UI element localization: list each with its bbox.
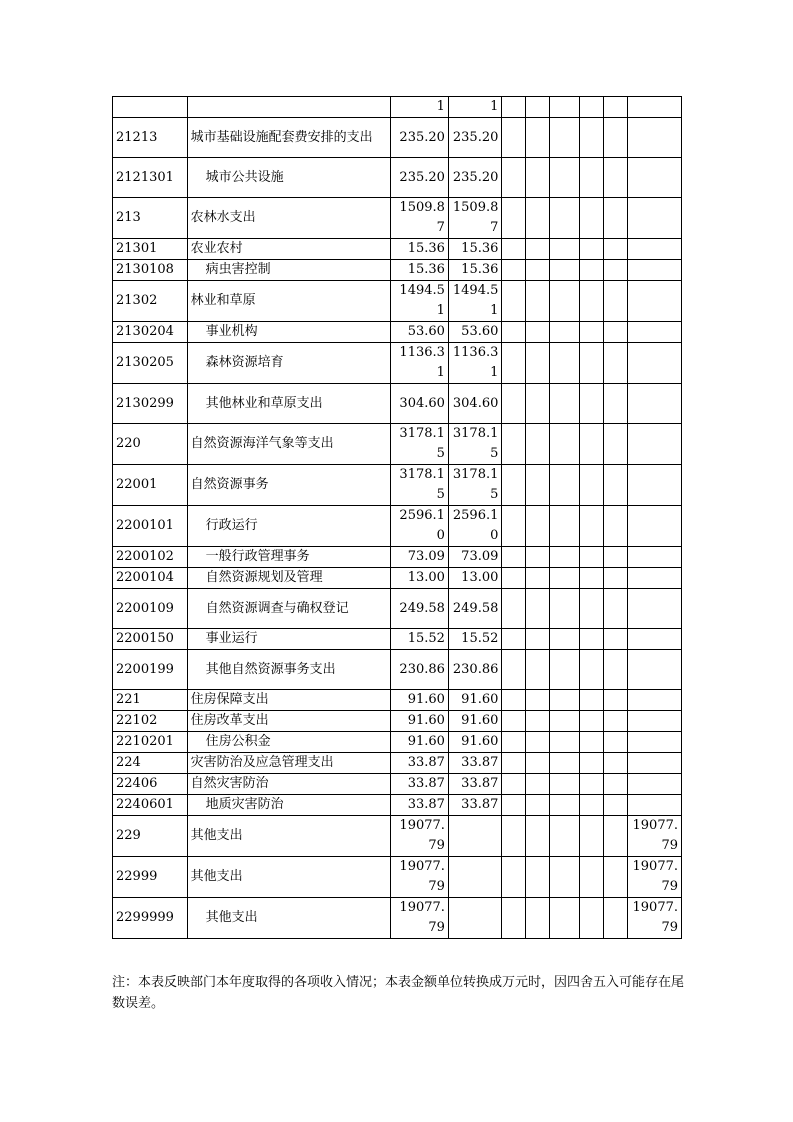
cell-empty xyxy=(549,568,579,589)
cell-empty xyxy=(580,774,604,795)
cell-empty xyxy=(502,158,525,198)
table-row xyxy=(113,424,682,465)
cell-general-budget: 91.60 xyxy=(448,690,501,711)
cell-general-budget: 15.36 xyxy=(448,239,501,260)
cell-empty xyxy=(525,857,549,898)
cell-empty xyxy=(549,239,579,260)
cell-empty xyxy=(604,506,628,547)
cell-empty xyxy=(502,629,525,650)
cell-code: 2200109 xyxy=(113,589,188,629)
cell-empty xyxy=(549,424,579,465)
cell-empty xyxy=(525,774,549,795)
cell-empty xyxy=(525,506,549,547)
cell-empty xyxy=(502,384,525,424)
cell-name: 其他自然资源事务支出 xyxy=(187,650,391,690)
cell-empty xyxy=(525,547,549,568)
cell-empty xyxy=(580,857,604,898)
cell-general-budget: 91.60 xyxy=(448,711,501,732)
cell-empty xyxy=(549,343,579,384)
cell-name: 住房保障支出 xyxy=(187,690,391,711)
table-row xyxy=(113,547,682,568)
cell-empty xyxy=(549,753,579,774)
cell-general-budget: 304.60 xyxy=(448,384,501,424)
cell-empty xyxy=(580,898,604,939)
cell-general-budget: 53.60 xyxy=(448,322,501,343)
cell-other-income xyxy=(628,97,682,118)
cell-other-income xyxy=(628,465,682,506)
cell-name: 住房改革支出 xyxy=(187,711,391,732)
cell-empty xyxy=(604,322,628,343)
cell-code: 2210201 xyxy=(113,732,188,753)
cell-general-budget: 249.58 xyxy=(448,589,501,629)
table-row xyxy=(113,239,682,260)
table-row xyxy=(113,795,682,816)
cell-empty xyxy=(604,650,628,690)
cell-empty xyxy=(604,629,628,650)
cell-code: 2200199 xyxy=(113,650,188,690)
table-row xyxy=(113,198,682,239)
cell-empty xyxy=(580,424,604,465)
cell-other-income xyxy=(628,384,682,424)
cell-name: 自然资源调查与确权登记 xyxy=(187,589,391,629)
cell-other-income xyxy=(628,650,682,690)
cell-empty xyxy=(549,158,579,198)
cell-empty xyxy=(502,281,525,322)
cell-general-budget: 3178.15 xyxy=(448,465,501,506)
cell-empty xyxy=(580,795,604,816)
cell-empty xyxy=(580,711,604,732)
cell-name: 行政运行 xyxy=(187,506,391,547)
table-row xyxy=(113,774,682,795)
cell-empty xyxy=(525,281,549,322)
cell-empty xyxy=(549,629,579,650)
cell-general-budget: 3178.15 xyxy=(448,424,501,465)
cell-empty xyxy=(502,589,525,629)
cell-code: 21213 xyxy=(113,118,188,158)
cell-empty xyxy=(502,568,525,589)
cell-total: 33.87 xyxy=(391,774,449,795)
cell-empty xyxy=(604,753,628,774)
cell-empty xyxy=(604,97,628,118)
cell-empty xyxy=(549,816,579,857)
cell-empty xyxy=(580,650,604,690)
cell-name: 事业机构 xyxy=(187,322,391,343)
cell-empty xyxy=(549,547,579,568)
cell-other-income xyxy=(628,690,682,711)
cell-empty xyxy=(502,260,525,281)
cell-total: 1 xyxy=(391,97,449,118)
cell-empty xyxy=(580,465,604,506)
cell-empty xyxy=(604,568,628,589)
table-row xyxy=(113,753,682,774)
table-footnote: 注：本表反映部门本年度取得的各项收入情况；本表金额单位转换成万元时，因四舍五入可能存在尾数误差。 xyxy=(112,975,685,1011)
cell-empty xyxy=(502,547,525,568)
cell-empty xyxy=(604,795,628,816)
cell-total: 235.20 xyxy=(391,118,449,158)
cell-total: 1136.31 xyxy=(391,343,449,384)
cell-general-budget: 33.87 xyxy=(448,795,501,816)
cell-code: 229 xyxy=(113,816,188,857)
cell-name: 一般行政管理事务 xyxy=(187,547,391,568)
cell-name: 其他支出 xyxy=(187,816,391,857)
cell-code xyxy=(113,97,188,118)
cell-empty xyxy=(502,465,525,506)
cell-empty xyxy=(580,158,604,198)
cell-total: 230.86 xyxy=(391,650,449,690)
cell-code: 21301 xyxy=(113,239,188,260)
cell-total: 235.20 xyxy=(391,158,449,198)
cell-empty xyxy=(549,711,579,732)
cell-general-budget xyxy=(448,898,501,939)
cell-empty xyxy=(502,753,525,774)
cell-code: 2299999 xyxy=(113,898,188,939)
cell-empty xyxy=(549,650,579,690)
cell-other-income xyxy=(628,260,682,281)
income-table xyxy=(112,96,682,939)
cell-total: 19077.79 xyxy=(391,816,449,857)
cell-other-income xyxy=(628,732,682,753)
cell-name: 其他支出 xyxy=(187,857,391,898)
table-row xyxy=(113,629,682,650)
cell-empty xyxy=(502,816,525,857)
cell-empty xyxy=(525,629,549,650)
cell-code: 2200104 xyxy=(113,568,188,589)
cell-total: 15.36 xyxy=(391,239,449,260)
cell-empty xyxy=(604,816,628,857)
cell-total: 3178.15 xyxy=(391,465,449,506)
cell-empty xyxy=(604,857,628,898)
cell-empty xyxy=(525,753,549,774)
cell-empty xyxy=(549,795,579,816)
table-row xyxy=(113,465,682,506)
table-row xyxy=(113,857,682,898)
cell-code: 2130108 xyxy=(113,260,188,281)
cell-code: 2130205 xyxy=(113,343,188,384)
cell-total: 91.60 xyxy=(391,690,449,711)
cell-name: 自然资源事务 xyxy=(187,465,391,506)
cell-code: 213 xyxy=(113,198,188,239)
cell-general-budget: 33.87 xyxy=(448,753,501,774)
cell-empty xyxy=(580,281,604,322)
cell-other-income xyxy=(628,774,682,795)
cell-empty xyxy=(525,118,549,158)
cell-total: 91.60 xyxy=(391,732,449,753)
cell-empty xyxy=(549,260,579,281)
cell-other-income xyxy=(628,118,682,158)
cell-empty xyxy=(549,857,579,898)
cell-empty xyxy=(525,158,549,198)
cell-empty xyxy=(580,506,604,547)
cell-empty xyxy=(502,343,525,384)
cell-empty xyxy=(604,384,628,424)
cell-name: 森林资源培育 xyxy=(187,343,391,384)
cell-empty xyxy=(502,732,525,753)
cell-empty xyxy=(525,322,549,343)
cell-general-budget: 2596.10 xyxy=(448,506,501,547)
cell-name: 灾害防治及应急管理支出 xyxy=(187,753,391,774)
cell-other-income xyxy=(628,753,682,774)
cell-other-income xyxy=(628,343,682,384)
cell-empty xyxy=(549,97,579,118)
cell-name: 自然灾害防治 xyxy=(187,774,391,795)
cell-empty xyxy=(525,260,549,281)
cell-empty xyxy=(580,322,604,343)
cell-empty xyxy=(525,97,549,118)
cell-general-budget: 1494.51 xyxy=(448,281,501,322)
cell-code: 22999 xyxy=(113,857,188,898)
cell-empty xyxy=(604,732,628,753)
cell-total: 2596.10 xyxy=(391,506,449,547)
cell-empty xyxy=(502,650,525,690)
cell-empty xyxy=(549,898,579,939)
cell-empty xyxy=(580,343,604,384)
cell-other-income xyxy=(628,424,682,465)
cell-name: 城市公共设施 xyxy=(187,158,391,198)
cell-empty xyxy=(580,732,604,753)
cell-code: 2121301 xyxy=(113,158,188,198)
table-row xyxy=(113,898,682,939)
cell-empty xyxy=(525,795,549,816)
cell-name: 城市基础设施配套费安排的支出 xyxy=(187,118,391,158)
table-row xyxy=(113,650,682,690)
cell-general-budget: 1136.31 xyxy=(448,343,501,384)
cell-total: 3178.15 xyxy=(391,424,449,465)
cell-code: 2200101 xyxy=(113,506,188,547)
cell-empty xyxy=(580,198,604,239)
cell-code: 2240601 xyxy=(113,795,188,816)
cell-name: 农业农村 xyxy=(187,239,391,260)
cell-other-income xyxy=(628,589,682,629)
cell-empty xyxy=(604,424,628,465)
cell-empty xyxy=(525,384,549,424)
cell-empty xyxy=(580,753,604,774)
cell-general-budget: 230.86 xyxy=(448,650,501,690)
cell-code: 221 xyxy=(113,690,188,711)
cell-name: 其他林业和草原支出 xyxy=(187,384,391,424)
cell-empty xyxy=(549,690,579,711)
cell-code: 224 xyxy=(113,753,188,774)
cell-empty xyxy=(502,898,525,939)
cell-empty xyxy=(549,281,579,322)
cell-total: 73.09 xyxy=(391,547,449,568)
cell-empty xyxy=(502,857,525,898)
cell-name: 自然资源规划及管理 xyxy=(187,568,391,589)
cell-empty xyxy=(604,158,628,198)
cell-empty xyxy=(525,239,549,260)
cell-empty xyxy=(580,239,604,260)
cell-other-income xyxy=(628,795,682,816)
cell-empty xyxy=(580,260,604,281)
cell-name: 住房公积金 xyxy=(187,732,391,753)
table-row xyxy=(113,158,682,198)
cell-code: 2200150 xyxy=(113,629,188,650)
cell-empty xyxy=(549,774,579,795)
cell-empty xyxy=(502,97,525,118)
cell-empty xyxy=(580,547,604,568)
cell-general-budget xyxy=(448,816,501,857)
cell-empty xyxy=(604,898,628,939)
cell-empty xyxy=(502,795,525,816)
cell-total: 91.60 xyxy=(391,711,449,732)
cell-empty xyxy=(525,568,549,589)
cell-name: 其他支出 xyxy=(187,898,391,939)
cell-code: 2130204 xyxy=(113,322,188,343)
cell-empty xyxy=(604,690,628,711)
cell-code: 2130299 xyxy=(113,384,188,424)
table-row xyxy=(113,732,682,753)
cell-code: 22406 xyxy=(113,774,188,795)
cell-total: 19077.79 xyxy=(391,857,449,898)
cell-empty xyxy=(604,711,628,732)
cell-name: 自然资源海洋气象等支出 xyxy=(187,424,391,465)
cell-code: 22102 xyxy=(113,711,188,732)
cell-empty xyxy=(525,816,549,857)
cell-empty xyxy=(549,322,579,343)
table-row xyxy=(113,384,682,424)
cell-total: 53.60 xyxy=(391,322,449,343)
cell-empty xyxy=(549,732,579,753)
cell-empty xyxy=(549,198,579,239)
cell-other-income xyxy=(628,711,682,732)
cell-general-budget: 235.20 xyxy=(448,118,501,158)
cell-empty xyxy=(549,118,579,158)
cell-general-budget: 15.52 xyxy=(448,629,501,650)
cell-empty xyxy=(525,650,549,690)
cell-empty xyxy=(502,711,525,732)
table-row xyxy=(113,97,682,118)
cell-empty xyxy=(604,118,628,158)
cell-other-income xyxy=(628,506,682,547)
cell-empty xyxy=(580,118,604,158)
cell-empty xyxy=(580,629,604,650)
cell-empty xyxy=(502,774,525,795)
cell-total: 19077.79 xyxy=(391,898,449,939)
cell-general-budget: 15.36 xyxy=(448,260,501,281)
table-row xyxy=(113,816,682,857)
table-row xyxy=(113,711,682,732)
cell-name: 林业和草原 xyxy=(187,281,391,322)
cell-empty xyxy=(525,711,549,732)
cell-empty xyxy=(502,424,525,465)
table-row xyxy=(113,281,682,322)
cell-empty xyxy=(502,690,525,711)
cell-general-budget: 1 xyxy=(448,97,501,118)
cell-empty xyxy=(604,281,628,322)
cell-empty xyxy=(604,547,628,568)
cell-other-income xyxy=(628,239,682,260)
cell-total: 33.87 xyxy=(391,795,449,816)
cell-code: 21302 xyxy=(113,281,188,322)
cell-total: 15.36 xyxy=(391,260,449,281)
cell-empty xyxy=(604,774,628,795)
cell-empty xyxy=(549,506,579,547)
cell-empty xyxy=(525,690,549,711)
cell-empty xyxy=(580,816,604,857)
cell-empty xyxy=(580,568,604,589)
cell-code: 22001 xyxy=(113,465,188,506)
table-row xyxy=(113,568,682,589)
cell-other-income: 19077.79 xyxy=(628,816,682,857)
cell-total: 1494.51 xyxy=(391,281,449,322)
cell-empty xyxy=(549,589,579,629)
table-row xyxy=(113,589,682,629)
cell-other-income xyxy=(628,629,682,650)
cell-general-budget: 13.00 xyxy=(448,568,501,589)
cell-total: 13.00 xyxy=(391,568,449,589)
cell-general-budget: 235.20 xyxy=(448,158,501,198)
cell-name: 病虫害控制 xyxy=(187,260,391,281)
cell-general-budget: 1509.87 xyxy=(448,198,501,239)
cell-other-income xyxy=(628,198,682,239)
cell-other-income xyxy=(628,281,682,322)
cell-empty xyxy=(580,589,604,629)
cell-empty xyxy=(604,198,628,239)
cell-empty xyxy=(525,589,549,629)
cell-total: 304.60 xyxy=(391,384,449,424)
table-row xyxy=(113,260,682,281)
cell-code: 2200102 xyxy=(113,547,188,568)
cell-general-budget: 73.09 xyxy=(448,547,501,568)
cell-other-income xyxy=(628,568,682,589)
cell-empty xyxy=(549,465,579,506)
cell-general-budget: 33.87 xyxy=(448,774,501,795)
cell-empty xyxy=(604,343,628,384)
cell-empty xyxy=(525,198,549,239)
table-row xyxy=(113,322,682,343)
cell-total: 15.52 xyxy=(391,629,449,650)
cell-empty xyxy=(525,424,549,465)
cell-code: 220 xyxy=(113,424,188,465)
cell-other-income: 19077.79 xyxy=(628,857,682,898)
cell-empty xyxy=(580,690,604,711)
cell-empty xyxy=(502,198,525,239)
cell-empty xyxy=(604,239,628,260)
cell-other-income xyxy=(628,322,682,343)
cell-general-budget xyxy=(448,857,501,898)
cell-name: 地质灾害防治 xyxy=(187,795,391,816)
cell-other-income xyxy=(628,547,682,568)
cell-total: 249.58 xyxy=(391,589,449,629)
cell-empty xyxy=(502,506,525,547)
cell-empty xyxy=(502,239,525,260)
table-row xyxy=(113,506,682,547)
cell-empty xyxy=(580,384,604,424)
cell-other-income xyxy=(628,158,682,198)
table-row xyxy=(113,118,682,158)
cell-name: 事业运行 xyxy=(187,629,391,650)
cell-empty xyxy=(549,384,579,424)
cell-empty xyxy=(502,118,525,158)
cell-empty xyxy=(604,260,628,281)
cell-empty xyxy=(525,898,549,939)
table-row xyxy=(113,690,682,711)
cell-empty xyxy=(580,97,604,118)
cell-total: 33.87 xyxy=(391,753,449,774)
cell-other-income: 19077.79 xyxy=(628,898,682,939)
cell-general-budget: 91.60 xyxy=(448,732,501,753)
cell-empty xyxy=(525,343,549,384)
cell-name: 农林水支出 xyxy=(187,198,391,239)
cell-empty xyxy=(604,465,628,506)
cell-empty xyxy=(604,589,628,629)
cell-empty xyxy=(525,465,549,506)
cell-empty xyxy=(525,732,549,753)
cell-total: 1509.87 xyxy=(391,198,449,239)
cell-empty xyxy=(502,322,525,343)
cell-name xyxy=(187,97,391,118)
table-row xyxy=(113,343,682,384)
